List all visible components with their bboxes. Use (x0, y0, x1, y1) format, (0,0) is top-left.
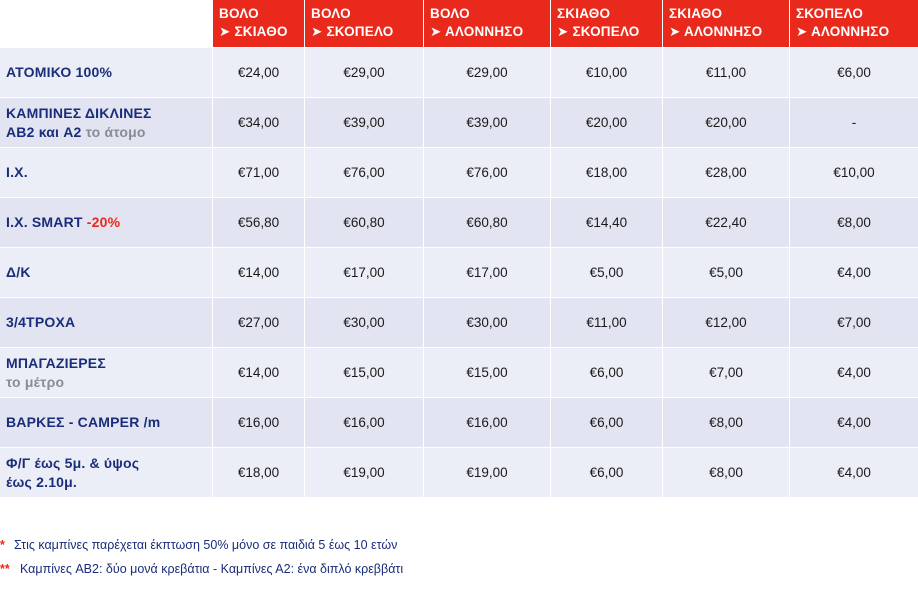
header-from: ΒΟΛΟ (430, 6, 470, 21)
row-label-text: 3/4ΤΡΟΧΑ (6, 314, 76, 330)
header-skiathos-alonissos (662, 0, 789, 47)
header-from: ΣΚΙΑΘΟ (669, 6, 723, 21)
table-row (0, 397, 918, 447)
price-cell: €7,00 (662, 348, 789, 397)
price-cell: €17,00 (304, 248, 423, 297)
price-cell: €16,00 (212, 398, 304, 447)
table-row (0, 47, 918, 97)
price-cell: €15,00 (423, 348, 550, 397)
table-row (0, 197, 918, 247)
header-to: ➤ ΑΛΟΝΝΗΣΟ (430, 24, 524, 39)
row-label (0, 248, 212, 297)
price-cell: €39,00 (423, 98, 550, 147)
header-from: ΣΚΙΑΘΟ (557, 6, 611, 21)
footnote-text: Στις καμπίνες παρέχεται έκπτωση 50% μόνο σε παιδιά 5 έως 10 ετών (14, 538, 398, 552)
table-row (0, 347, 918, 397)
price-cell: €20,00 (662, 98, 789, 147)
price-cell: €12,00 (662, 298, 789, 347)
row-label-block (6, 454, 139, 492)
price-cell: €30,00 (423, 298, 550, 347)
row-label-text: AB2 και A2 (6, 123, 82, 140)
price-cell: €11,00 (550, 298, 662, 347)
row-label-text: έως 2.10μ. (6, 473, 78, 490)
row-label-note: το άτομο (85, 123, 146, 140)
row-label (0, 198, 212, 247)
header-to: ➤ ΑΛΟΝΝΗΣΟ (669, 24, 763, 39)
price-cell: €8,00 (789, 198, 918, 247)
price-cell: €7,00 (789, 298, 918, 347)
price-cell: €76,00 (304, 148, 423, 197)
row-label-text: Ι.Χ. (6, 164, 28, 180)
price-cell: €24,00 (212, 48, 304, 97)
price-cell: €39,00 (304, 98, 423, 147)
price-cell: €6,00 (550, 398, 662, 447)
price-cell: €16,00 (304, 398, 423, 447)
price-cell: €10,00 (550, 48, 662, 97)
header-from: ΒΟΛΟ (311, 6, 351, 21)
row-label (0, 348, 212, 397)
price-cell: €8,00 (662, 398, 789, 447)
price-cell: €34,00 (212, 98, 304, 147)
row-label-block (6, 354, 106, 392)
table-row (0, 447, 918, 497)
price-cell: €71,00 (212, 148, 304, 197)
header-volos-skiathos (212, 0, 304, 47)
price-cell: €28,00 (662, 148, 789, 197)
row-label (0, 398, 212, 447)
price-cell: €56,80 (212, 198, 304, 247)
header-to: ➤ ΑΛΟΝΝΗΣΟ (796, 24, 890, 39)
row-label-text: ΑΤΟΜΙΚΟ 100% (6, 64, 113, 80)
price-cell: €15,00 (304, 348, 423, 397)
price-cell: €4,00 (789, 448, 918, 497)
price-cell: €5,00 (550, 248, 662, 297)
price-cell: €16,00 (423, 398, 550, 447)
price-cell: €18,00 (212, 448, 304, 497)
price-cell: €19,00 (304, 448, 423, 497)
price-cell: €30,00 (304, 298, 423, 347)
row-label-text: Ι.Χ. SMART (6, 214, 83, 230)
table-header-row (0, 0, 918, 47)
price-cell: €22,40 (662, 198, 789, 247)
discount-label: -20% (86, 214, 121, 230)
price-cell: €4,00 (789, 398, 918, 447)
row-label-text: ΚΑΜΠΙΝΕΣ ΔΙΚΛΙΝΕΣ (6, 104, 152, 121)
price-cell: €19,00 (423, 448, 550, 497)
price-cell: €11,00 (662, 48, 789, 97)
price-cell: €29,00 (304, 48, 423, 97)
row-label-text: Φ/Γ έως 5μ. & ύψος (6, 454, 140, 471)
row-label (0, 148, 212, 197)
price-cell: €60,80 (423, 198, 550, 247)
price-cell: €20,00 (550, 98, 662, 147)
footnote-marker: ** (0, 562, 10, 576)
footnote-cabin-types (0, 562, 403, 576)
price-cell: €6,00 (550, 448, 662, 497)
header-to: ➤ ΣΚΟΠΕΛΟ (557, 24, 640, 39)
price-cell: €60,80 (304, 198, 423, 247)
row-label (0, 298, 212, 347)
header-volos-skopelos (304, 0, 423, 47)
price-cell: €14,40 (550, 198, 662, 247)
header-skiathos-skopelos (550, 0, 662, 47)
header-from: ΒΟΛΟ (219, 6, 259, 21)
row-label (0, 98, 212, 147)
price-cell: €17,00 (423, 248, 550, 297)
price-cell: €4,00 (789, 248, 918, 297)
price-cell: €27,00 (212, 298, 304, 347)
price-cell: €18,00 (550, 148, 662, 197)
footnote-text: Καμπίνες AB2: δύο μονά κρεβάτια - Καμπίνες Α2: ένα διπλό κρεββάτι (20, 562, 404, 576)
footnote-children-discount (0, 538, 397, 552)
header-to: ➤ ΣΚΙΑΘΟ (219, 24, 288, 39)
row-label-text: ΒΑΡΚΕΣ - CAMPER /m (6, 414, 161, 430)
price-cell: - (789, 98, 918, 147)
price-cell: €5,00 (662, 248, 789, 297)
header-volos-alonissos (423, 0, 550, 47)
header-corner (0, 0, 212, 47)
header-from: ΣΚΟΠΕΛΟ (796, 6, 864, 21)
footnote-marker: * (0, 538, 5, 552)
header-to: ➤ ΣΚΟΠΕΛΟ (311, 24, 394, 39)
price-cell: €6,00 (789, 48, 918, 97)
row-label-note: το μέτρο (6, 373, 65, 390)
table-row (0, 297, 918, 347)
table-row (0, 97, 918, 147)
price-cell: €4,00 (789, 348, 918, 397)
price-cell: €6,00 (550, 348, 662, 397)
row-label (0, 448, 212, 497)
header-skopelos-alonissos (789, 0, 918, 47)
price-cell: €8,00 (662, 448, 789, 497)
price-cell: €14,00 (212, 248, 304, 297)
row-label-block (6, 104, 152, 142)
price-cell: €29,00 (423, 48, 550, 97)
row-label-text: Δ/Κ (6, 264, 31, 280)
row-label-text: ΜΠΑΓΑΖΙΕΡΕΣ (6, 354, 106, 371)
table-row (0, 247, 918, 297)
row-label (0, 48, 212, 97)
table-row (0, 147, 918, 197)
price-cell: €76,00 (423, 148, 550, 197)
price-cell: €10,00 (789, 148, 918, 197)
price-cell: €14,00 (212, 348, 304, 397)
